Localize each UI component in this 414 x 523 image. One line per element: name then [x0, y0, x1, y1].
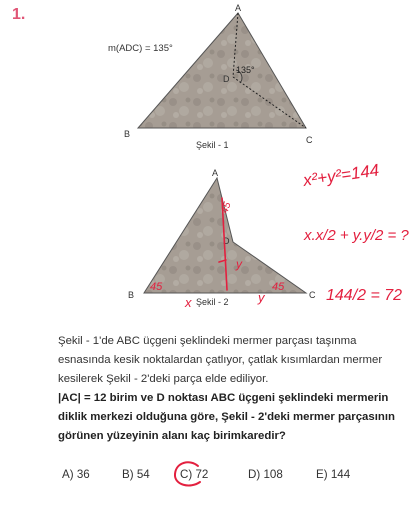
answer-options [62, 468, 392, 486]
option-b-value: 54 [136, 468, 150, 481]
option-a[interactable] [62, 468, 90, 481]
option-c-letter: C) [180, 468, 193, 481]
y-note: y [258, 290, 265, 305]
caption-figure-1: Şekil - 1 [196, 140, 229, 150]
option-b[interactable] [122, 468, 150, 481]
equation-3: 144/2 = 72 [326, 287, 403, 304]
option-e-letter: E) [316, 468, 328, 481]
question-text [58, 332, 396, 446]
apex-angle-note: 45 [219, 200, 234, 216]
label-d-1: D [223, 74, 230, 84]
option-c-value: 72 [195, 468, 209, 481]
option-a-value: 36 [76, 468, 90, 481]
label-c-2: C [309, 290, 316, 300]
question-paragraph-1: Şekil - 1'de ABC üçgeni şeklindeki mermer parçası taşınma esnasında kesik noktalardan çatlıyor, çatlak kısımlardan mermer kesilerek Şekil - 2'deki parça elde ediliyor. [58, 335, 383, 385]
question-number: 1. [12, 6, 26, 23]
x-note: x [185, 295, 192, 310]
caption-figure-2: Şekil - 2 [196, 297, 229, 307]
option-e-value: 144 [330, 468, 351, 481]
angle-inner-label: 135° [236, 65, 255, 75]
option-b-letter: B) [122, 468, 134, 481]
option-d-letter: D) [248, 468, 261, 481]
equation-1: x²+y²=144 [301, 160, 381, 190]
label-d-2: D [223, 236, 230, 246]
left-angle-note: 45 [150, 281, 163, 293]
right-angle-note: 45 [272, 281, 285, 293]
selected-answer-circle [172, 460, 209, 490]
question-paragraph-2: |AC| = 12 birim ve D noktası ABC üçgeni şeklindeki mermerin diklik merkezi olduğuna göre, Şekil - 2'deki mermer parçasının görünen yüzeyinin alanı kaç birimkaredir? [58, 392, 395, 442]
marble-triangle-1 [138, 13, 306, 128]
figure-1 [108, 3, 313, 150]
label-a-2: A [212, 168, 219, 178]
label-a-1: A [235, 3, 242, 13]
equation-2: x.x/2 + y.y/2 = ? [304, 227, 409, 244]
label-b-1: B [124, 129, 131, 139]
option-d-value: 108 [263, 468, 283, 481]
handwriting-equations [301, 160, 410, 304]
option-e[interactable] [316, 468, 350, 481]
option-a-letter: A) [62, 468, 74, 481]
option-d[interactable] [248, 468, 283, 481]
figure-2 [128, 168, 316, 310]
label-b-2: B [128, 290, 135, 300]
y-mid-note: y [236, 257, 242, 271]
label-c-1: C [306, 135, 313, 145]
angle-given-label: m(ADC) = 135° [108, 43, 173, 54]
